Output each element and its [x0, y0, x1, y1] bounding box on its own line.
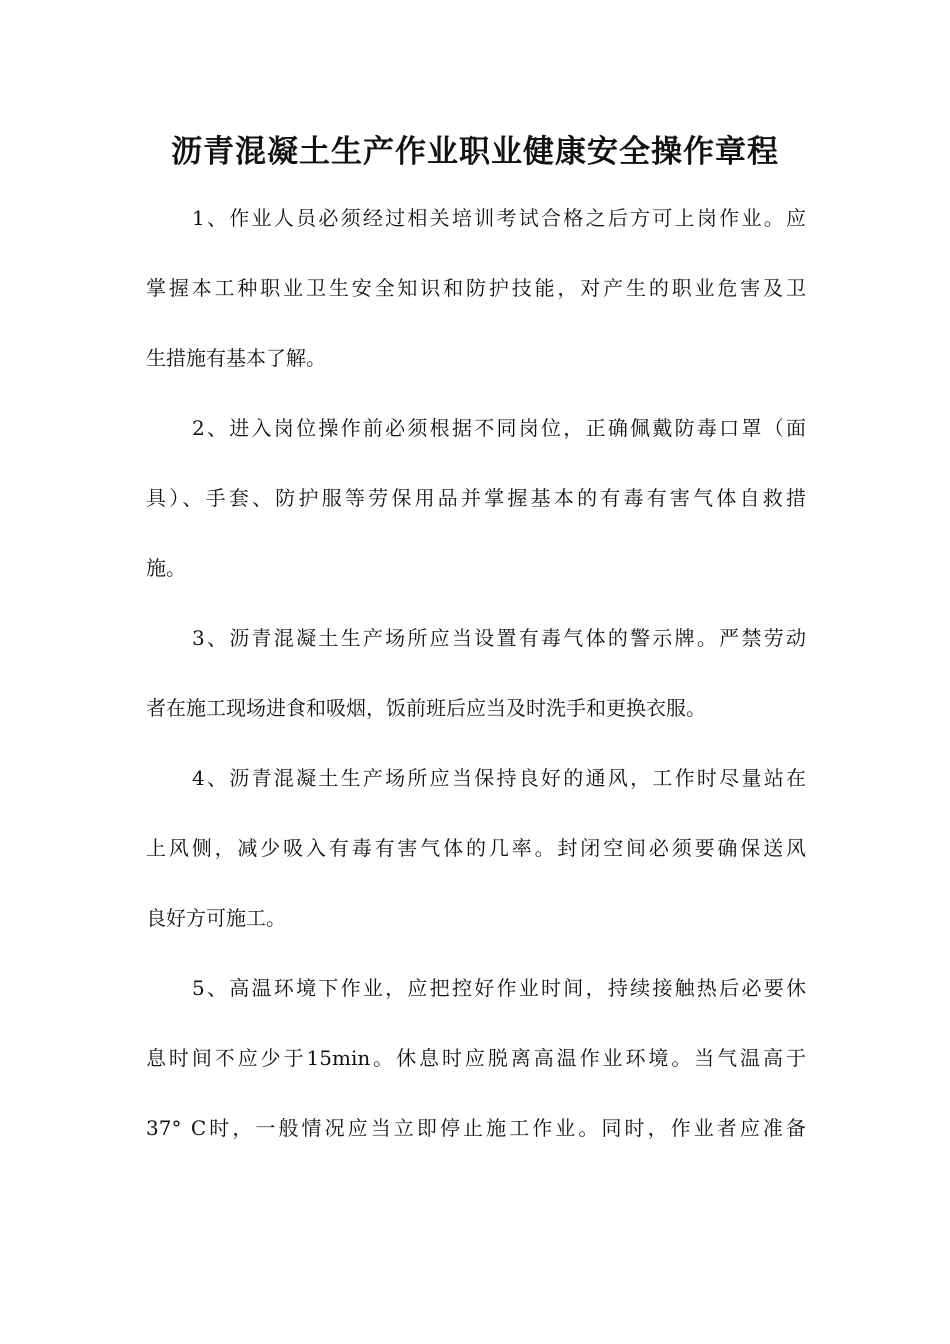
paragraph-line: 息时间不应少于15min。休息时应脱离高温作业环境。当气温高于: [146, 1046, 806, 1070]
paragraph-line: 者在施工现场进食和吸烟，饭前班后应当及时洗手和更换衣服。: [146, 696, 706, 720]
paragraph-3: [146, 620, 806, 726]
paragraph-1: [146, 200, 806, 376]
paragraph-line: 1、作业人员必须经过相关培训考试合格之后方可上岗作业。应: [192, 206, 806, 230]
document-title: 沥青混凝土生产作业职业健康安全操作章程: [171, 134, 779, 170]
paragraph-line: 具）、手套、防护服等劳保用品并掌握基本的有毒有害气体自救措: [146, 486, 806, 510]
paragraph-2: [146, 410, 806, 586]
paragraph-line: 37° C时，一般情况应当立即停止施工作业。同时，作业者应准备: [146, 1116, 806, 1140]
paragraph-line: 2、进入岗位操作前必须根据不同岗位，正确佩戴防毒口罩（面: [192, 416, 806, 440]
paragraph-line: 5、高温环境下作业，应把控好作业时间，持续接触热后必要休: [192, 976, 806, 1000]
paragraph-line: 掌握本工种职业卫生安全知识和防护技能，对产生的职业危害及卫: [146, 276, 806, 300]
paragraph-4: [146, 760, 806, 936]
paragraph-line: 施。: [146, 556, 186, 580]
paragraph-line: 生措施有基本了解。: [146, 346, 326, 370]
paragraph-5: [146, 970, 806, 1146]
document-body: [146, 200, 806, 1180]
paragraph-line: 上风侧，减少吸入有毒有害气体的几率。封闭空间必须要确保送风: [146, 836, 806, 860]
paragraph-line: 3、沥青混凝土生产场所应当设置有毒气体的警示牌。严禁劳动: [192, 626, 806, 650]
paragraph-line: 4、沥青混凝土生产场所应当保持良好的通风，工作时尽量站在: [192, 766, 806, 790]
paragraph-line: 良好方可施工。: [146, 906, 286, 930]
